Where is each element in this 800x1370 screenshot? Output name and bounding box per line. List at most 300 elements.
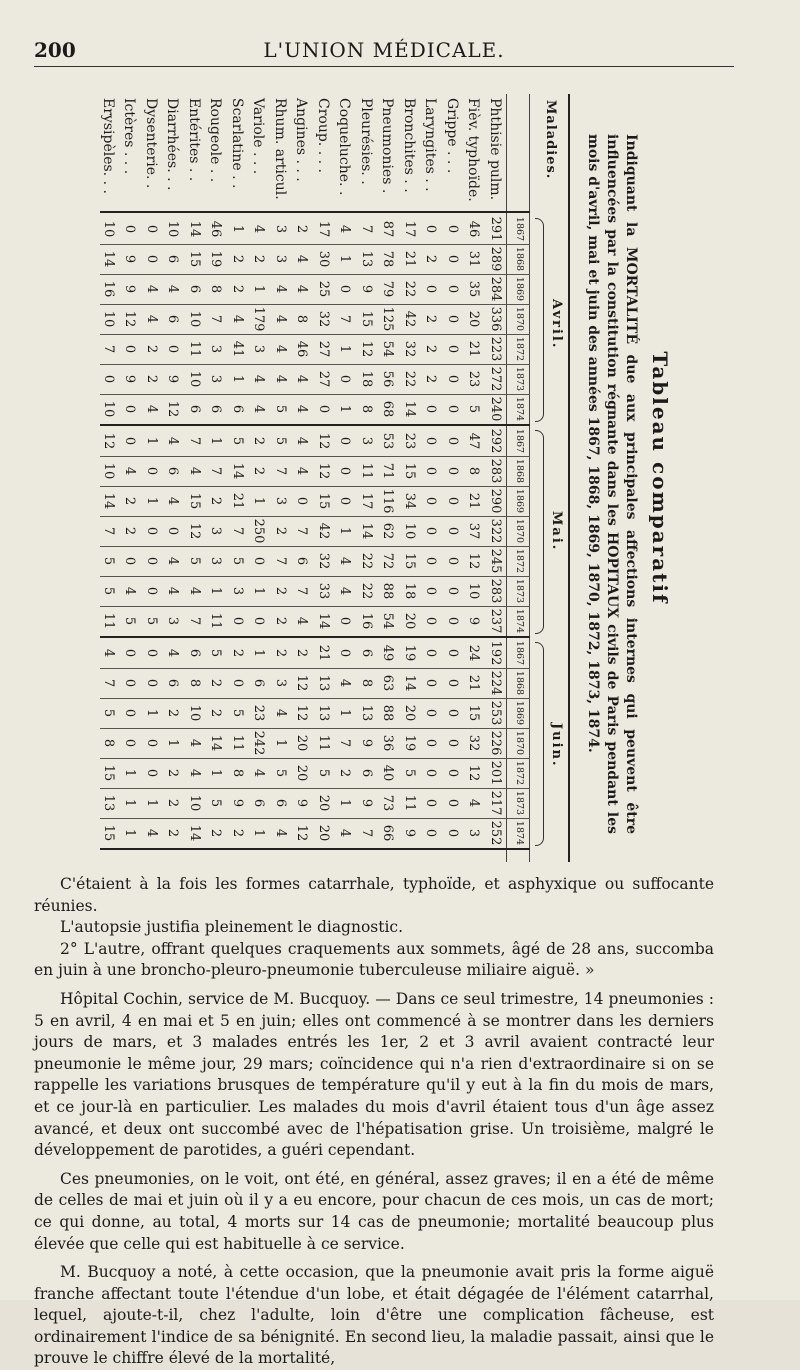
table-row [271,94,289,862]
table-cell: 7 [208,314,224,324]
table-cell: 1 [337,526,353,536]
table-cell: 4 [466,798,482,808]
table-cell: 2 [251,466,267,476]
paragraph-4: Hôpital Cochin, service de M. Bucquoy. — Dans ce seul trimestre, 14 pneumonies : 5 en avril, 4 en mai et 5 en juin; elles ont commencé à se montrer dans les derniers jours de mars, et 3 malades entrés les 1er, 2 et 3 avril avaient contracté leur pneumonie le même jour, 29 mars; coïncidence qui n'a rien d'extraordinaire si on se rappelle les variations brusques de température qu'il y eut à la fin du mois de mars, et ce jour-là en particulier. Les malades du mois d'avril étaient tous d'un âge assez avancé, et deux ont succombé avec de l'hépatisation grise. Un troisième, malgré le développement de parotides, a guéri cependant. [34,989,714,1160]
table-cell: 4 [165,648,181,658]
year-header: 1868 [514,458,525,484]
table-cell: 5 [144,616,159,626]
table-cell: 217 [488,790,503,816]
table-cell: 0 [445,466,460,476]
table-cell: 0 [445,314,460,324]
table-cell: 4 [294,466,310,476]
table-cell: 6 [208,404,224,414]
table-cell: 8 [359,404,374,414]
table-cell: 1 [230,224,245,234]
table-cell: 0 [122,404,138,414]
table-cell: 5 [316,768,331,778]
table-cell: 17 [316,220,331,238]
table-cell: 240 [488,396,503,422]
disease-name: Rougeole . . [207,98,224,183]
table-cell: 0 [445,616,460,626]
table-cell: 4 [273,284,288,294]
table-cell: 4 [273,344,288,354]
table-cell: 0 [445,344,460,354]
table-cell: 5 [101,708,116,718]
table-cell: 0 [423,768,439,778]
table-cell: 4 [101,648,116,658]
table-cell: 1 [337,404,353,414]
table-row [314,94,332,862]
table-cell: 2 [337,768,353,778]
table-cell: 2 [230,648,245,658]
table-cell: 0 [445,586,460,596]
table-cell: 10 [165,220,181,238]
table-cell: 54 [380,340,396,358]
table-cell: 6 [187,404,202,414]
year-header: 1872 [514,548,525,574]
table-cell: 8 [101,738,116,748]
table-row [142,94,160,862]
table-cell: 15 [101,764,116,782]
table-cell: 23 [466,370,482,388]
table-cell: 4 [165,556,181,566]
table-cell: 192 [488,640,503,666]
table-cell: 46 [294,340,310,358]
table-cell: 20 [294,764,310,782]
table-cell: 71 [380,462,396,480]
table-cell: 21 [230,492,245,510]
table-cell: 2 [208,496,224,506]
disease-name: Entérites . . [186,98,202,182]
table-cell: 224 [488,670,503,696]
table-cell: 1 [337,708,353,718]
table-cell: 0 [445,224,460,234]
year-header: 1874 [514,608,525,634]
table-cell: 3 [466,828,482,838]
table-cell: 8 [187,678,202,688]
table-cell: 2 [165,798,181,808]
table-cell: 15 [187,492,202,510]
table-cell: 17 [402,220,417,238]
table-cell: 14 [208,734,224,752]
table-cell: 2 [273,526,288,536]
table-cell: 4 [337,586,353,596]
table-cell: 22 [359,552,374,570]
table-cell: 14 [230,462,245,480]
table-cell: 4 [187,466,202,476]
table-cell: 23 [402,432,417,450]
table-cell: 1 [251,586,267,596]
table-cell: 1 [122,828,138,838]
table-cell: 290 [488,488,503,514]
table-row [164,94,182,862]
table-cell: 0 [423,798,439,808]
table-cell: 87 [380,220,396,238]
page-number: 200 [34,38,76,62]
table-cell: 1 [144,708,159,718]
table-cell: 1 [337,254,353,264]
table-cell: 36 [380,734,396,752]
year-header: 1870 [514,518,525,544]
table-cell: 2 [423,344,439,354]
table-cell: 40 [380,764,396,782]
table-cell: 4 [230,314,245,324]
table-cell: 5 [101,556,116,566]
table-cell: 6 [187,648,202,658]
month-brace [535,218,544,422]
table-cell: 9 [359,798,374,808]
table-cell: 10 [402,522,417,540]
table-cell: 8 [359,678,374,688]
table-cell: 12 [316,462,331,480]
table-cell: 15 [359,310,374,328]
table-cell: 9 [230,798,245,808]
table-cell: 21 [402,250,417,268]
year-header: 1873 [514,366,525,392]
table-cell: 0 [337,466,353,476]
table-cell: 32 [466,734,482,752]
table-cell: 4 [337,828,353,838]
table-cell: 21 [466,674,482,692]
year-header: 1870 [514,306,525,332]
table-cell: 2 [230,254,245,264]
table-cell: 9 [359,738,374,748]
table-cell: 4 [337,224,353,234]
table-cell: 1 [208,586,224,596]
year-header: 1870 [514,730,525,756]
table-cell: 7 [187,616,202,626]
table-cell: 242 [251,730,267,756]
table-cell: 0 [337,436,353,446]
table-cell: 10 [187,370,202,388]
table-cell: 179 [251,306,267,332]
table-cell: 4 [251,224,267,234]
table-cell: 0 [230,616,245,626]
table-cell: 66 [380,824,396,842]
table-cell: 253 [488,700,503,726]
disease-name: Pneumonies . [379,98,396,194]
table-cell: 4 [273,708,288,718]
table-cell: 4 [165,436,181,446]
table-cell: 9 [165,374,181,384]
table-cell: 252 [488,820,503,846]
table-cell: 116 [380,488,396,514]
table-row [228,94,246,862]
table-cell: 1 [230,374,245,384]
table-cell: 6 [359,768,374,778]
table-cell: 0 [144,556,159,566]
table-cell: 7 [294,586,310,596]
paragraph-5: Ces pneumonies, on le voit, ont été, en général, assez graves; il en a été de même de celles de mai et juin où il y a eu encore, pour chacun de ces mois, un cas de mort; ce qui donne, au total, 4 morts sur 14 cas de pneumonie; mortalité beaucoup plus élevée que celle qui est habituelle à ce service. [34,1169,714,1253]
year-header: 1873 [514,578,525,604]
table-cell: 34 [402,492,417,510]
table-cell: 56 [380,370,396,388]
month-brace [535,430,544,634]
table-cell: 322 [488,518,503,544]
table-grid [86,94,566,862]
table-cell: 4 [273,828,288,838]
table-cell: 24 [466,644,482,662]
table-cell: 0 [423,496,439,506]
table-cell: 0 [423,404,439,414]
table-cell: 0 [144,768,159,778]
table-cell: 0 [423,828,439,838]
table-cell: 14 [316,612,331,630]
table-cell: 6 [187,284,202,294]
table-cell: 3 [251,344,267,354]
table-cell: 7 [101,344,116,354]
year-header: 1867 [514,216,525,242]
table-cell: 226 [488,730,503,756]
table-cell: 0 [122,344,138,354]
table-cell: 245 [488,548,503,574]
paragraph-6: M. Bucquoy a noté, à cette occasion, que la pneumonie avait pris la forme aiguë franche affectant toute l'étendue d'un lobe, et était dégagée de l'élément catarrhal, lequel, ajoute-t-il, chez l'adulte, loin d'être une complication fâcheuse, est ordinairement l'indice de sa bénignité. En second lieu, la maladie passait, ainsi que le prouve le chiffre élevé de la mortalité, [34,1263,714,1368]
table-cell: 0 [423,436,439,446]
table-cell: 7 [273,556,288,566]
table-cell: 2 [165,828,181,838]
table-cell: 8 [466,466,482,476]
table-cell: 13 [316,704,331,722]
table-cell: 12 [122,310,138,328]
table-cell: 21 [466,340,482,358]
table-cell: 4 [337,678,353,688]
table-cell: 6 [165,314,181,324]
table-cell: 27 [316,340,331,358]
table-cell: 3 [208,344,224,354]
table-cell: 4 [294,254,310,264]
table-cell: 53 [380,432,396,450]
table-cell: 0 [337,374,353,384]
year-header: 1874 [514,820,525,846]
table-cell: 1 [337,344,353,354]
table-cell: 283 [488,578,503,604]
table-cell: 4 [251,404,267,414]
table-cell: 15 [402,462,417,480]
table-row [207,94,225,862]
table-cell: 72 [380,552,396,570]
table-cell: 0 [230,678,245,688]
table-cell: 79 [380,280,396,298]
table-cell: 6 [251,678,267,688]
table-cell: 32 [316,310,331,328]
table-cell: 6 [251,798,267,808]
table-cell: 10 [101,310,116,328]
table-cell: 4 [187,586,202,596]
disease-name: Grippe . . . [444,98,460,174]
table-cell: 15 [187,250,202,268]
table-cell: 0 [445,254,460,264]
table-cell: 73 [380,794,396,812]
comparative-table [84,94,678,862]
table-row [336,94,354,862]
table-cell: 37 [466,522,482,540]
table-cell: 2 [208,678,224,688]
table-cell: 336 [488,306,503,332]
table-cell: 62 [380,522,396,540]
table-cell: 4 [273,374,288,384]
table-cell: 250 [251,518,267,544]
table-cell: 3 [273,254,288,264]
table-row [400,94,418,862]
disease-name: Variole . . . [250,98,267,175]
table-cell: 10 [101,462,116,480]
table-cell: 32 [402,340,417,358]
table-cell: 4 [294,404,310,414]
table-cell: 3 [208,556,224,566]
table-cell: 0 [445,738,460,748]
table-cell: 0 [445,828,460,838]
table-cell: 0 [165,526,181,536]
disease-name: Fièv. typhoïde. [465,98,482,202]
table-cell: 0 [122,678,138,688]
table-cell: 10 [187,704,202,722]
table-row [357,94,375,862]
table-cell: 4 [187,738,202,748]
table-cell: 9 [122,374,138,384]
table-cell: 11 [402,794,417,812]
table-cell: 272 [488,366,503,392]
table-cell: 20 [466,310,482,328]
table-cell: 7 [208,466,224,476]
table-caption: Indiquant la MORTALITÉ due aux principales affections internes qui peuvent être influencées par la constitution régnante dans les HOPITAUX civils de Paris pendant les mois d'avril, mai et juin des années 1867, 1868, 1869, 1870, 1872, 1873, 1874. [585,134,639,834]
table-cell: 32 [316,552,331,570]
table-cell: 42 [402,310,417,328]
table-cell: 4 [122,586,138,596]
table-cell: 2 [230,828,245,838]
disease-name: Ictères . . . [121,98,138,175]
table-cell: 11 [208,612,224,630]
table-cell: 0 [122,648,138,658]
table-cell: 4 [144,314,159,324]
table-cell: 31 [466,250,482,268]
table-cell: 0 [144,224,159,234]
table-cell: 4 [165,496,181,506]
table-cell: 2 [251,254,267,264]
table-cell: 7 [101,678,116,688]
table-cell: 4 [144,404,159,414]
table-cell: 9 [122,254,138,264]
table-cell: 9 [402,828,417,838]
table-cell: 9 [466,616,482,626]
table-cell: 12 [359,340,374,358]
page-header [34,38,734,68]
table-cell: 20 [316,824,331,842]
table-cell: 0 [144,586,159,596]
table-cell: 22 [402,370,417,388]
table-row [121,94,139,862]
table-cell: 0 [445,708,460,718]
table-cell: 20 [294,734,310,752]
table-cell: 0 [445,648,460,658]
table-cell: 0 [122,738,138,748]
table-cell: 4 [294,284,310,294]
table-cell: 201 [488,760,503,786]
table-cell: 54 [380,612,396,630]
table-cell: 0 [423,616,439,626]
header-rule [34,66,734,67]
table-cell: 0 [144,526,159,536]
year-header: 1868 [514,246,525,272]
table-cell: 0 [101,374,116,384]
table-cell: 15 [316,492,331,510]
table-cell: 4 [251,768,267,778]
table-cell: 237 [488,608,503,634]
paragraph-1: C'étaient à la fois les formes catarrhale, typhoïde, et asphyxique ou suffocante réunies. [34,875,714,915]
table-cell: 4 [144,828,159,838]
table-cell: 5 [273,404,288,414]
table-cell: 78 [380,250,396,268]
year-header: 1869 [514,276,525,302]
table-cell: 10 [466,582,482,600]
table-cell: 125 [380,306,396,332]
table-cell: 0 [445,374,460,384]
table-cell: 13 [101,794,116,812]
table-cell: 49 [380,644,396,662]
table-cell: 1 [208,436,224,446]
table-cell: 35 [466,280,482,298]
table-cell: 8 [230,768,245,778]
table-cell: 2 [122,496,138,506]
disease-name: Pleurésies. . [358,98,374,185]
table-row [443,94,461,862]
table-cell: 13 [359,250,374,268]
table-cell: 1 [251,648,267,658]
table-cell: 0 [144,738,159,748]
table-cell: 7 [359,224,374,234]
disease-name: Rhum. articul. [272,98,288,200]
table-cell: 0 [445,798,460,808]
table-cell: 12 [294,824,310,842]
table-cell: 10 [101,400,116,418]
table-cell: 7 [230,526,245,536]
table-cell: 19 [208,250,224,268]
month-brace [535,642,544,846]
disease-name: Angines . . . [293,98,310,182]
table-cell: 2 [423,254,439,264]
table-cell: 0 [423,678,439,688]
table-cell: 22 [402,280,417,298]
table-cell: 20 [402,612,417,630]
table-cell: 5 [273,436,288,446]
table-row [379,94,397,862]
table-cell: 2 [251,436,267,446]
table-cell: 9 [359,284,374,294]
table-cell: 4 [165,284,181,294]
table-row [99,94,117,862]
table-cell: 12 [466,764,482,782]
table-cell: 4 [251,374,267,384]
table-cell: 6 [165,678,181,688]
table-cell: 3 [230,586,245,596]
table-cell: 18 [359,370,374,388]
table-cell: 4 [294,616,310,626]
table-cell: 14 [101,492,116,510]
disease-name: Bronchites . . [401,98,417,193]
table-cell: 5 [230,708,245,718]
month-label: Avril. [549,299,564,350]
table-cell: 2 [423,314,439,324]
disease-name: Diarrhées. . . [164,98,181,191]
table-cell: 4 [337,556,353,566]
table-cell: 0 [423,284,439,294]
table-cell: 11 [101,612,116,630]
table-cell: 3 [273,224,288,234]
table-cell: 14 [187,824,202,842]
table-cell: 0 [144,466,159,476]
table-cell: 2 [165,708,181,718]
table-cell: 14 [187,220,202,238]
table-cell: 0 [423,738,439,748]
